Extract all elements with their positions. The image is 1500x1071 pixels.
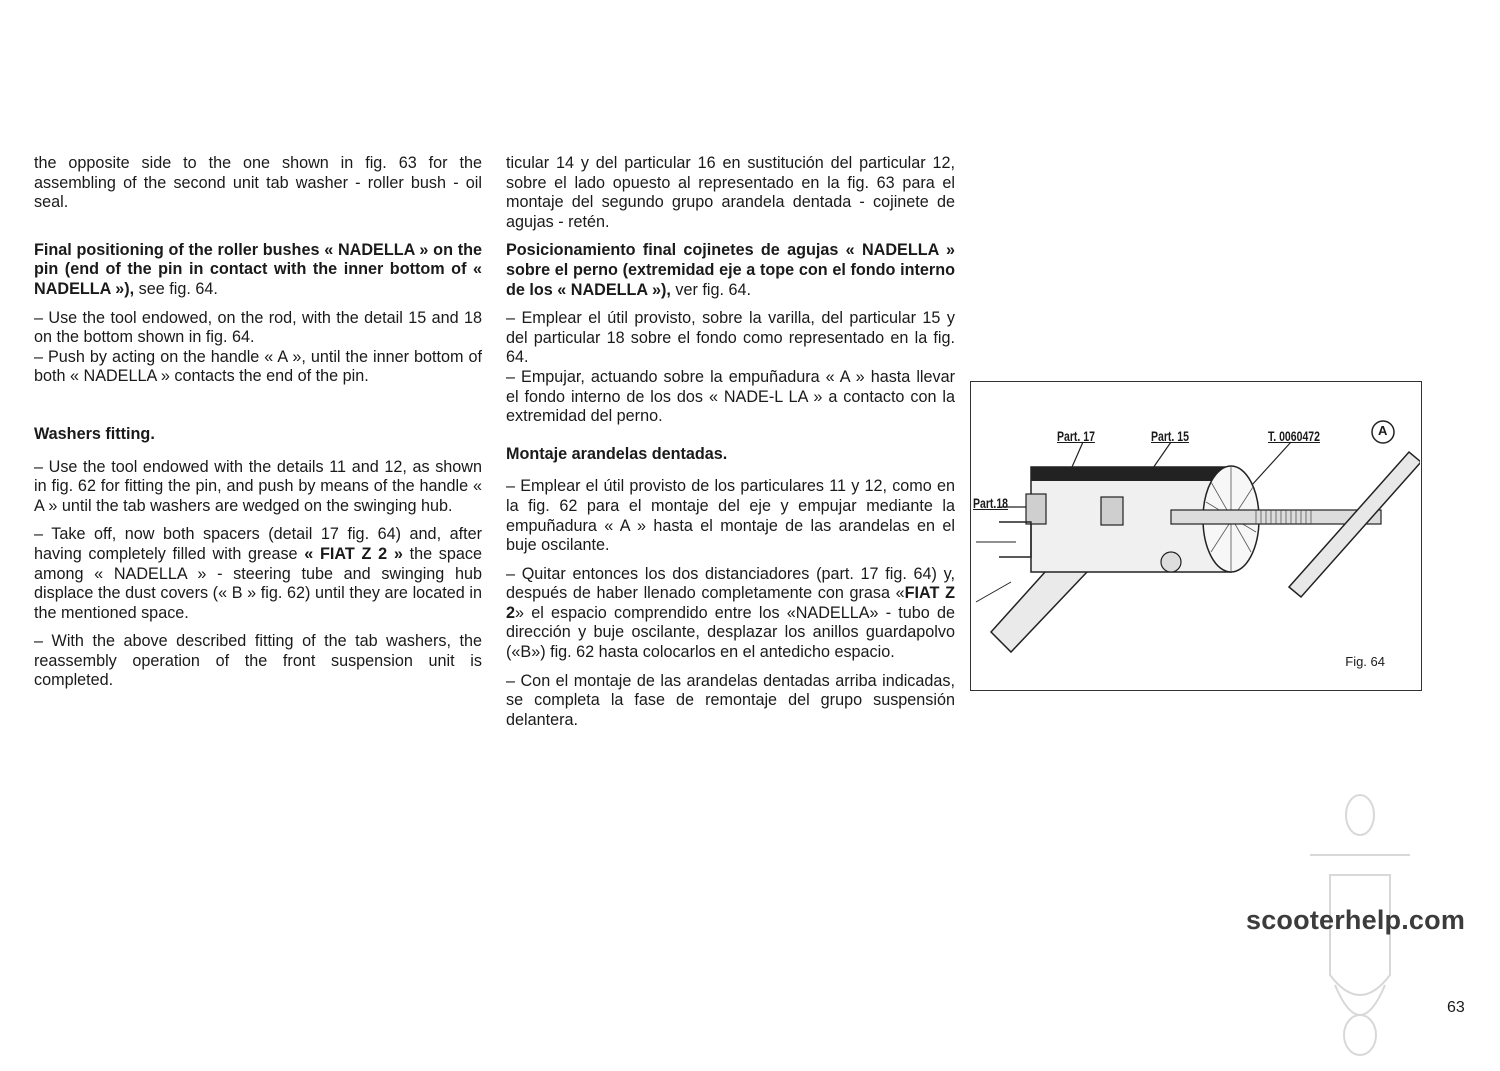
page-number: 63 bbox=[1447, 999, 1465, 1016]
english-section2-p3: – With the above described fitting of the tab washers, the reassembly operation of the front suspension unit is completed. bbox=[34, 632, 482, 690]
english-intro: the opposite side to the one shown in fig. 63 for the assembling of the second unit tab washer - roller bush - oil seal. bbox=[34, 154, 482, 212]
english-section1-heading bbox=[34, 241, 482, 300]
swinging-arm bbox=[999, 522, 1031, 557]
spanish-section1-title: Posicionamiento final cojinetes de agujas « NADELLA » sobre el perno (extremidad eje a tope con el fondo interno de los « NADELLA »), bbox=[506, 241, 955, 299]
spanish-section2-p2 bbox=[506, 565, 955, 663]
spanish-section1-heading bbox=[506, 241, 955, 300]
part-18 bbox=[1026, 494, 1046, 524]
spanish-section2-title: Montaje arandelas dentadas. bbox=[506, 444, 728, 463]
spanish-section1-ref: ver fig. 64. bbox=[675, 280, 751, 299]
english-section1-p2: – Push by acting on the handle « A », until the inner bottom of both « NADELLA » contacts the end of the pin. bbox=[34, 347, 482, 386]
spanish-section2-p2-b: » el espacio comprendido entre los «NADELLA» - tubo de dirección y buje oscilante, desplazar los anillos guardapolvo («B») fig. 62 hasta colocarlos en el antedicho espacio. bbox=[506, 603, 955, 662]
english-section2-p2 bbox=[34, 525, 482, 623]
tool-illustration bbox=[971, 382, 1420, 689]
english-section1-p1: – Use the tool endowed, on the rod, with the detail 15 and 18 on the bottom shown in fig. 64. bbox=[34, 308, 482, 347]
english-section2-p2-a: – Take off, now both spacers (detail 17 fig. 64) and, after having completely filled with grease bbox=[34, 525, 482, 563]
spanish-intro: ticular 14 y del particular 16 en sustitución del particular 12, sobre el lado opuesto al representado en la fig. 63 para el montaje del segundo grupo arandela dentada - cojinete de agujas - retén. bbox=[506, 154, 955, 231]
figure-caption: Fig. 64 bbox=[1345, 654, 1385, 669]
english-section1-title: Final positioning of the roller bushes « NADELLA » on the pin (end of the pin in contact with the inner bottom of « NADELLA »), bbox=[34, 240, 482, 298]
english-section2-p2-b: the space among « NADELLA » - steering tube and swinging hub displace the dust covers (« B » fig. 62) until they are located in the mentioned space. bbox=[34, 544, 482, 622]
label-part17: Part. 17 bbox=[1057, 428, 1095, 444]
spanish-section1-p1: – Emplear el útil provisto, sobre la varilla, del particular 15 y del particular 18 sobre el fondo como representado en la fig. 64. bbox=[506, 309, 955, 367]
label-part18: Part.18 bbox=[973, 495, 1009, 511]
english-section1-ref: see fig. 64. bbox=[138, 279, 218, 298]
spanish-column bbox=[506, 154, 955, 730]
spanish-section2-p2-bold: FIAT Z 2 bbox=[506, 584, 955, 622]
english-section2-title: Washers fitting. bbox=[34, 424, 155, 443]
label-tool: T. 0060472 bbox=[1268, 428, 1320, 444]
english-section2-p1: – Use the tool endowed with the details 11 and 12, as shown in fig. 62 for fitting the pin, and push by means of the handle « A » until the tab washers are wedged on the swinging hub. bbox=[34, 457, 482, 515]
english-column bbox=[34, 154, 482, 691]
spanish-section1-p2: – Empujar, actuando sobre la empuñadura « A » hasta llevar el fondo interno de los dos « NADE-L LA » a contacto con la extremidad del perno. bbox=[506, 367, 955, 426]
figure-64 bbox=[970, 381, 1422, 691]
english-section2-p2-bold: « FIAT Z 2 » bbox=[304, 544, 403, 563]
label-part15: Part. 15 bbox=[1151, 428, 1189, 444]
spanish-section2-p1: – Emplear el útil provisto de los particulares 11 y 12, como en la fig. 62 para el montaje del eje y empujar mediante la empuñadura « A » hasta el montaje de las arandelas en el buje oscilante. bbox=[506, 477, 955, 555]
part-15 bbox=[1101, 497, 1123, 525]
watermark-text: scooterhelp.com bbox=[1246, 905, 1466, 935]
spanish-section2-p3: – Con el montaje de las arandelas dentadas arriba indicadas, se completa la fase de remontaje del grupo suspensión delantera. bbox=[506, 671, 955, 729]
label-handle: A bbox=[1378, 423, 1388, 438]
spanish-section2-p2-a: – Quitar entonces los dos distanciadores (part. 17 fig. 64) y, después de haber llenado completamente con grasa « bbox=[506, 564, 955, 603]
